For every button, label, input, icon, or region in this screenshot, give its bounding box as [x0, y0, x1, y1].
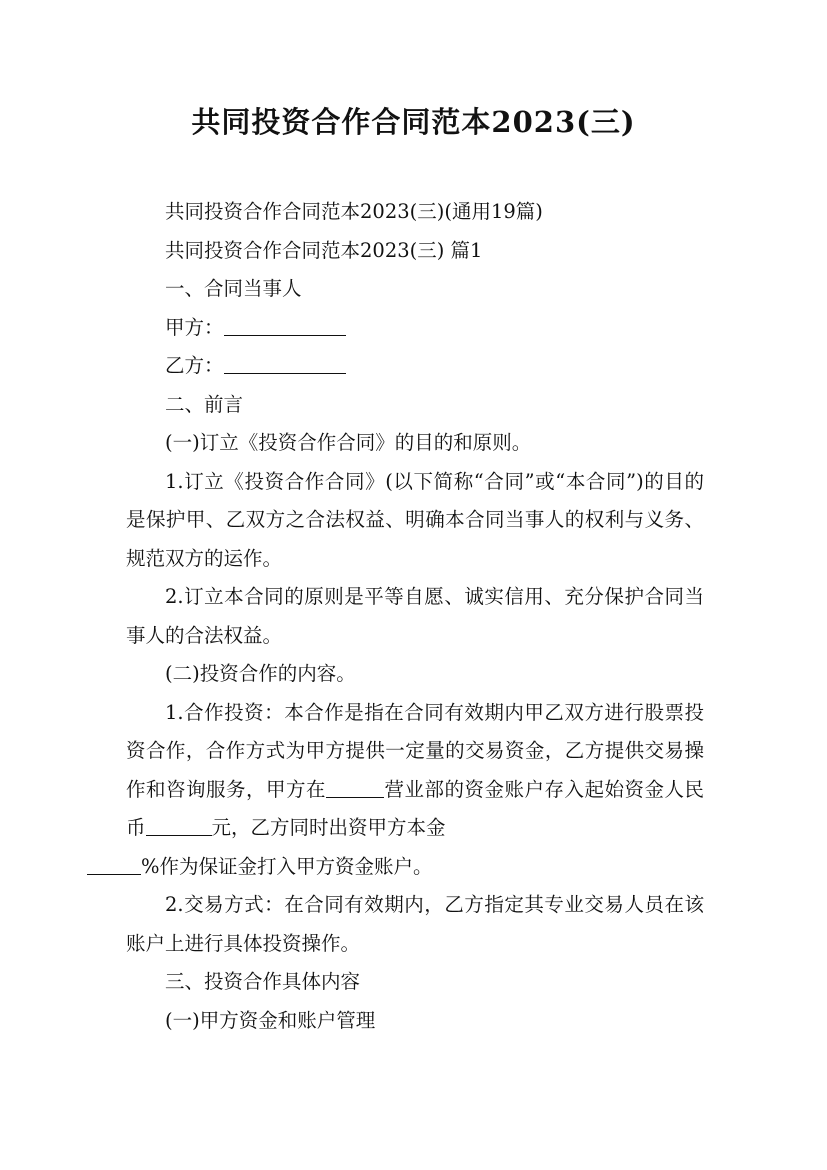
branch-blank [326, 776, 384, 797]
subsection-purpose: (一)订立《投资合作合同》的目的和原则。 [165, 431, 532, 454]
party-b-line [126, 347, 704, 386]
section-heading-details: 三、投资合作具体内容 [165, 970, 361, 993]
party-b-label: 乙方： [165, 354, 224, 377]
document-body [126, 193, 704, 1040]
cooperation-text-2: 营业部的资金账户存入起始资金人民币 [126, 777, 704, 839]
subtitle-line: 共同投资合作合同范本2023(三)(通用19篇) [165, 200, 543, 223]
party-a-line [126, 309, 704, 348]
chapter-heading: 共同投资合作合同范本2023(三) 篇1 [165, 238, 483, 262]
party-b-blank [224, 353, 346, 374]
cooperation-text-4: %作为保证金打入甲方资金账户。 [141, 854, 433, 878]
party-a-blank [224, 314, 346, 335]
section-heading-parties: 一、合同当事人 [165, 277, 302, 300]
cooperation-text-3: 元，乙方同时出资甲方本金 [211, 816, 446, 839]
paragraph-cooperation [126, 694, 704, 887]
cooperation-text-1: 1.合作投资：本合作是指在合同有效期内甲乙双方进行股票投资合作，合作方式为甲方提供一定量的交易资金，乙方提供交易操作和咨询服务，甲方在 [126, 700, 704, 801]
section-heading-preface: 二、前言 [165, 392, 244, 416]
capital-amount-blank [146, 815, 212, 836]
subsection-account-management: (一)甲方资金和账户管理 [165, 1008, 376, 1032]
paragraph-trading-method: 2.交易方式：在合同有效期内，乙方指定其专业交易人员在该账户上进行具体投资操作。 [126, 893, 704, 955]
margin-percent-blank [87, 853, 141, 874]
document-title: 共同投资合作合同范本2023(三) [191, 105, 636, 139]
party-a-label: 甲方： [165, 315, 224, 339]
subsection-content: (二)投资合作的内容。 [165, 662, 356, 685]
paragraph-purpose: 1.订立《投资合作合同》(以下简称“合同”或“本合同”)的目的是保护甲、乙双方之合法权益、明确本合同当事人的权利与义务、规范双方的运作。 [126, 469, 704, 570]
paragraph-principle: 2.订立本合同的原则是平等自愿、诚实信用、充分保护合同当事人的合法权益。 [126, 585, 704, 647]
